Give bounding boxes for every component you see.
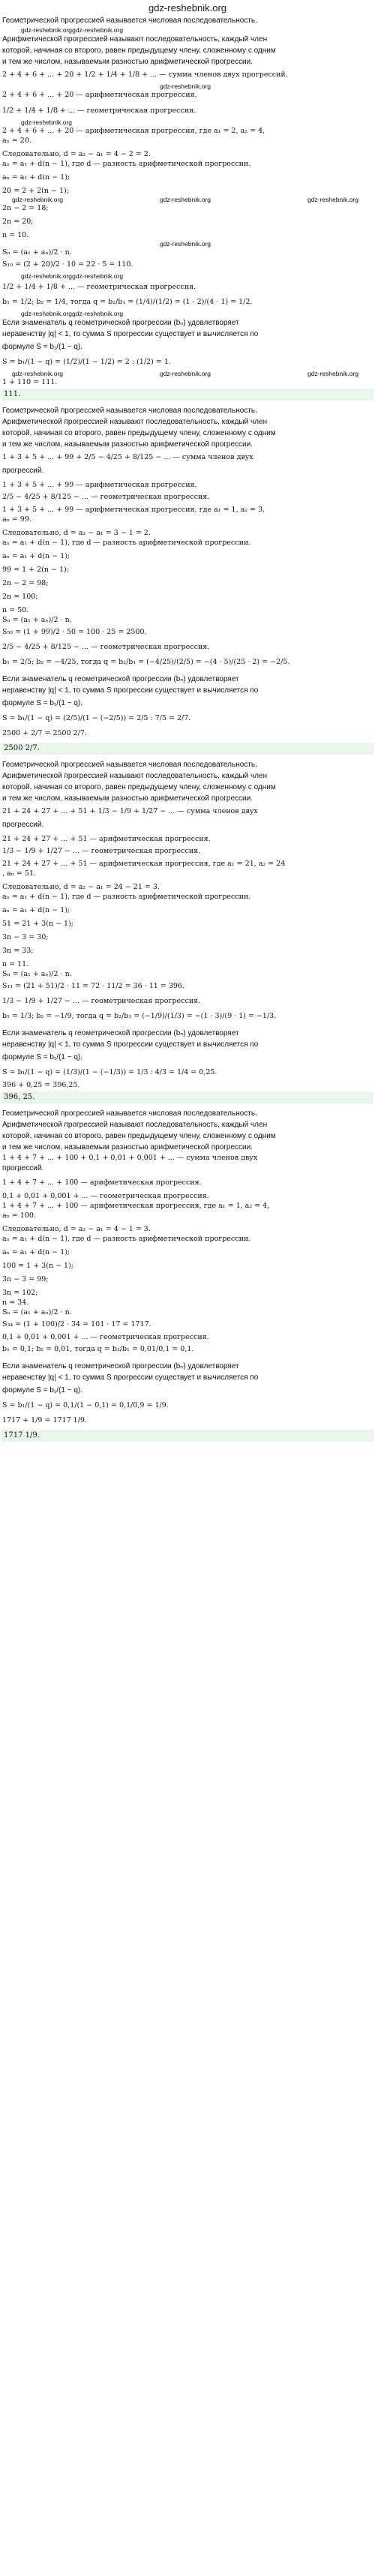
formula-line: 2500 + 2/7 = 2500 2/7. — [2, 729, 87, 737]
formula-line: 0,1 + 0,01 + 0,001 + ... — геометрическая прогрессия. — [2, 1333, 209, 1341]
text-line: и тем же числом, называемым разностью арифметической прогрессии. — [2, 1143, 253, 1151]
answer-bar: 1717 1/9. — [2, 1430, 374, 1442]
formula-line: Sₙ = (a₁ + aₙ)/2 · n. — [2, 616, 72, 624]
text-line: Арифметической прогрессией называют последовательность, каждый член — [2, 772, 268, 780]
text-line: Арифметической прогрессией называют последовательность, каждый член — [2, 418, 268, 426]
text-line: которой, начиная со второго, равен предыдущему члену, сложенному с одним — [2, 1132, 276, 1140]
text-line: неравенству |q| < 1, то сумма S прогрессии существует и вычисляется по — [2, 686, 259, 695]
formula-line: 1 + 4 + 7 + ... + 100 + 0,1 + 0,01 + 0,001 + ... — сумма членов двух — [2, 1154, 258, 1162]
formula-line: 1/2 + 1/4 + 1/8 + ... — геометрическая прогрессия. — [2, 107, 196, 115]
formula-line: aₙ = a₁ + d(n − 1), где d — разность арифметической прогрессии. — [2, 1235, 251, 1243]
formula-line: Следовательно, d = a₂ − a₁ = 4 − 2 = 2. — [2, 150, 151, 158]
formula-line: Следовательно, d = a₂ − a₁ = 3 − 1 = 2. — [2, 529, 151, 537]
formula-line: 1 + 4 + 7 + ... + 100 — арифметическая прогрессия, где a₁ = 1, a₂ = 4, — [2, 1202, 270, 1210]
watermark-row — [2, 196, 374, 203]
solutions-container — [0, 15, 375, 1446]
watermark-text: gdz-reshebnik.org — [159, 83, 212, 90]
formula-line: 1/2 + 1/4 + 1/8 + ... — геометрическая прогрессия. — [2, 283, 196, 291]
text-line: Геометрической прогрессией называется числовая последовательность. — [2, 761, 257, 769]
formula-line: b₁ = 2/5; b₂ = −4/25, тогда q = b₂/b₁ = (−4/25)/(2/5) = −(4 · 5)/(25 · 2) = −2/5. — [2, 658, 290, 666]
watermark-text: gdz-reshebnik.org — [159, 240, 212, 248]
text-line: формуле S = b₁/(1 − q). — [2, 1386, 83, 1395]
text-line: которой, начиная со второго, равен предыдущему члену, сложенному с одним — [2, 47, 276, 55]
watermark-text: gdz-reshebnik.org — [72, 272, 124, 280]
formula-line: 21 + 24 + 27 + ... + 51 + 1/3 − 1/9 + 1/27 − ... — сумма членов двух — [2, 807, 258, 815]
watermark-text: gdz-reshebnik.org — [12, 196, 64, 203]
text-line: Арифметической прогрессией называют последовательность, каждый член — [2, 1121, 268, 1129]
formula-line: 1717 + 1/9 = 1717 1/9. — [2, 1416, 87, 1425]
answer-bar: 396, 25. — [2, 1091, 374, 1103]
watermark-row — [2, 310, 374, 317]
text-line: неравенству |q| < 1, то сумма S прогрессии существует и вычисляется по — [2, 1374, 259, 1382]
formula-line: Sₙ = (a₁ + aₙ)/2 · n. — [2, 248, 72, 257]
answer-bar: 111. — [2, 389, 374, 401]
text-line: Геометрической прогрессией называется числовая последовательность. — [2, 17, 257, 25]
formula-line: 396 + 0,25 = 396,25. — [2, 1081, 80, 1089]
formula-line: b₁ = 1/3; b₂ = −1/9, тогда q = b₂/b₁ = (−1/9)/(1/3) = −(1 · 3)/(9 · 1) = −1/3. — [2, 1012, 277, 1020]
formula-line: 21 + 24 + 27 + ... + 51 — арифметическая прогрессия. — [2, 835, 211, 843]
watermark-text: gdz-reshebnik.org — [21, 119, 73, 126]
watermark-row — [2, 119, 374, 126]
text-line: Геометрической прогрессией называется числовая последовательность. — [2, 1109, 257, 1118]
formula-line: , aₙ = 51. — [2, 869, 36, 878]
formula-line: 3n = 102; — [2, 1289, 38, 1297]
text-line: формуле S = b₁/(1 − q). — [2, 1053, 83, 1061]
watermark-text: gdz-reshebnik.org — [21, 272, 73, 280]
text-line: Геометрической прогрессией называется числовая последовательность. — [2, 407, 257, 415]
text-line: Если знаменатель q геометрической прогрессии (bₙ) удовлетворяет — [2, 675, 239, 683]
formula-line: aₙ = a₁ + d(n − 1), где d — разность арифметической прогрессии. — [2, 539, 251, 547]
formula-line: aₙ = a₁ + d(n − 1); — [2, 1248, 70, 1256]
formula-line: n = 34. — [2, 1299, 29, 1307]
formula-line: S₁₀ = (2 + 20)/2 · 10 = 22 · 5 = 110. — [2, 260, 134, 269]
text-line: формуле S = b₁/(1 − q). — [2, 699, 83, 707]
watermark-text: gdz-reshebnik.org — [21, 310, 73, 317]
solution-block — [0, 759, 375, 1108]
formula-line: 2n = 20; — [2, 218, 34, 226]
formula-line: S = b₁/(1 − q) = (2/5)/(1 − (−2/5)) = 2/5 : 7/5 = 2/7. — [2, 714, 191, 722]
formula-line: 2n = 100; — [2, 593, 38, 601]
text-line: Если знаменатель q геометрической прогрессии (bₙ) удовлетворяет — [2, 319, 239, 327]
answer-bar: 2500 2/7. — [2, 743, 374, 755]
formula-line: b₁ = 1/2; b₂ = 1/4, тогда q = b₂/b₁ = (1/4)/(1/2) = (1 · 2)/(4 · 1) = 1/2. — [2, 298, 253, 306]
text-line: Если знаменатель q геометрической прогрессии (bₙ) удовлетворяет — [2, 1029, 239, 1037]
text-line: и тем же числом, называемым разностью арифметической прогрессии. — [2, 58, 253, 66]
formula-line: 1 + 4 + 7 + ... + 100 — арифметическая прогрессия. — [2, 1178, 202, 1187]
formula-line: 1 + 3 + 5 + ... + 99 — арифметическая прогрессия, где a₁ = 1, a₂ = 3, — [2, 506, 266, 514]
formula-line: 2 + 4 + 6 + ... + 20 — арифметическая прогрессия. — [2, 91, 197, 99]
watermark-text: gdz-reshebnik.org — [159, 370, 212, 377]
formula-line: Следовательно, d = a₂ − a₁ = 4 − 1 = 3. — [2, 1225, 151, 1233]
watermark-text: gdz-reshebnik.org — [307, 196, 358, 203]
formula-line: 1/3 − 1/9 + 1/27 − ... — геометрическая прогрессия. — [2, 997, 201, 1005]
solution-block — [0, 15, 375, 405]
formula-line: Sₙ = (a₁ + aₙ)/2 · n. — [2, 1308, 72, 1317]
formula-line: n = 10. — [2, 231, 29, 239]
formula-line: 1 + 3 + 5 + ... + 99 — арифметическая прогрессия. — [2, 481, 197, 489]
formula-line: 99 = 1 + 2(n − 1); — [2, 566, 69, 574]
formula-line: 1 + 3 + 5 + ... + 99 + 2/5 − 4/25 + 8/125 − ... — сумма членов двух — [2, 453, 254, 461]
text-line: которой, начиная со второго, равен предыдущему члену, сложенному с одним — [2, 429, 276, 437]
formula-line: 2 + 4 + 6 + ... + 20 + 1/2 + 1/4 + 1/8 + ... — сумма членов двух прогрессий. — [2, 71, 288, 79]
formula-line: 2n − 2 = 18; — [2, 204, 49, 212]
formula-line: n = 50. — [2, 606, 29, 614]
formula-line: Sₙ = (a₁ + aₙ)/2 · n. — [2, 970, 72, 978]
text-line: и тем же числом, называемым разностью арифметической прогрессии. — [2, 794, 253, 803]
formula-line: 3n = 33; — [2, 947, 34, 955]
text-line: прогрессий. — [2, 821, 44, 829]
formula-line: S = b₁/(1 − q) = (1/3)/(1 − (−1/3)) = 1/3 : 4/3 = 1/4 = 0,25. — [2, 1068, 218, 1076]
text-line: которой, начиная со второго, равен предыдущему члену, сложенному с одним — [2, 783, 276, 791]
watermark-text: gdz-reshebnik.org — [307, 370, 358, 377]
formula-line: aₙ = a₁ + d(n − 1), где d — разность арифметической прогрессии. — [2, 160, 251, 168]
formula-line: Следовательно, d = a₂ − a₁ = 24 − 21 = 3. — [2, 883, 160, 891]
formula-line: aₙ = 100. — [2, 1211, 36, 1220]
text-line: Арифметической прогрессией называют последовательность, каждый член — [2, 35, 268, 44]
watermark-text: gdz-reshebnik.org — [12, 370, 64, 377]
watermark-text: gdz-reshebnik.org — [72, 26, 124, 34]
formula-line: S₁₁ = (21 + 51)/2 · 11 = 72 · 11/2 = 36 · 11 = 396. — [2, 982, 184, 990]
solution-block — [0, 405, 375, 759]
formula-line: aₙ = a₁ + d(n − 1); — [2, 552, 70, 560]
formula-line: 21 + 24 + 27 + ... + 51 — арифметическая прогрессия, где a₁ = 21, a₂ = 24 — [2, 860, 286, 868]
site-header — [0, 0, 375, 15]
watermark-text: gdz-reshebnik.org — [21, 26, 73, 34]
text-line: и тем же числом, называемым разностью арифметической прогрессии. — [2, 440, 253, 449]
formula-line: 2 + 4 + 6 + ... + 20 — арифметическая прогрессия, где a₁ = 2, a₂ = 4, — [2, 127, 266, 135]
formula-line: 1 + 110 = 111. — [2, 378, 58, 386]
text-line: неравенству |q| < 1, то сумма S прогрессии существует и вычисляется по — [2, 330, 259, 338]
formula-line: S = b₁/(1 − q) = (1/2)/(1 − 1/2) = 2 : (1/2) = 1. — [2, 358, 171, 366]
formula-line: 2/5 − 4/25 + 8/125 − ... — геометрическая прогрессия. — [2, 643, 210, 651]
watermark-row — [2, 272, 374, 280]
text-line: прогрессий. — [2, 467, 44, 475]
watermark-row — [2, 26, 374, 34]
watermark-row — [2, 240, 374, 248]
watermark-row — [2, 370, 374, 377]
formula-line: 0,1 + 0,01 + 0,001 + ... — геометрическая прогрессия. — [2, 1192, 209, 1200]
text-line: Если знаменатель q геометрической прогрессии (bₙ) удовлетворяет — [2, 1362, 239, 1371]
watermark-row — [2, 83, 374, 90]
text-line: формуле S = b₁/(1 − q). — [2, 343, 83, 351]
formula-line: 3n − 3 = 30; — [2, 933, 49, 941]
formula-line: S₅₀ = (1 + 99)/2 · 50 = 100 · 25 = 2500. — [2, 628, 147, 636]
formula-line: S = b₁/(1 − q) = 0,1/(1 − 0,1) = 0,1/0,9 = 1/9. — [2, 1401, 169, 1410]
site-title[interactable]: gdz-reshebnik.org — [148, 2, 227, 14]
watermark-text: gdz-reshebnik.org — [159, 196, 212, 203]
formula-line: aₙ = 20. — [2, 137, 32, 145]
formula-line: 51 = 21 + 3(n − 1); — [2, 920, 74, 928]
formula-line: aₙ = a₁ + d(n − 1), где d — разность арифметической прогрессии. — [2, 893, 251, 901]
formula-line: 3n − 3 = 99; — [2, 1275, 49, 1283]
formula-line: S₃₄ = (1 + 100)/2 · 34 = 101 · 17 = 1717. — [2, 1320, 152, 1329]
formula-line: 1/3 − 1/9 + 1/27 − ... — геометрическая прогрессия. — [2, 847, 201, 855]
formula-line: n = 11. — [2, 960, 29, 968]
formula-line: b₁ = 0,1; b₂ = 0,01, тогда q = b₂/b₁ = 0,01/0,1 = 0,1. — [2, 1345, 194, 1353]
solution-block — [0, 1108, 375, 1446]
watermark-text: gdz-reshebnik.org — [72, 310, 124, 317]
text-line: прогрессий. — [2, 1164, 44, 1172]
text-line: неравенству |q| < 1, то сумма S прогрессии существует и вычисляется по — [2, 1040, 259, 1049]
formula-line: 100 = 1 + 3(n − 1); — [2, 1262, 74, 1270]
formula-line: 2/5 − 4/25 + 8/125 − ... — геометрическая прогрессия. — [2, 493, 210, 501]
formula-line: aₙ = 99. — [2, 515, 32, 524]
formula-line: aₙ = a₁ + d(n − 1); — [2, 173, 70, 182]
formula-line: 20 = 2 + 2(n − 1); — [2, 187, 69, 195]
formula-line: aₙ = a₁ + d(n − 1); — [2, 906, 70, 914]
formula-line: 2n − 2 = 98; — [2, 579, 49, 587]
